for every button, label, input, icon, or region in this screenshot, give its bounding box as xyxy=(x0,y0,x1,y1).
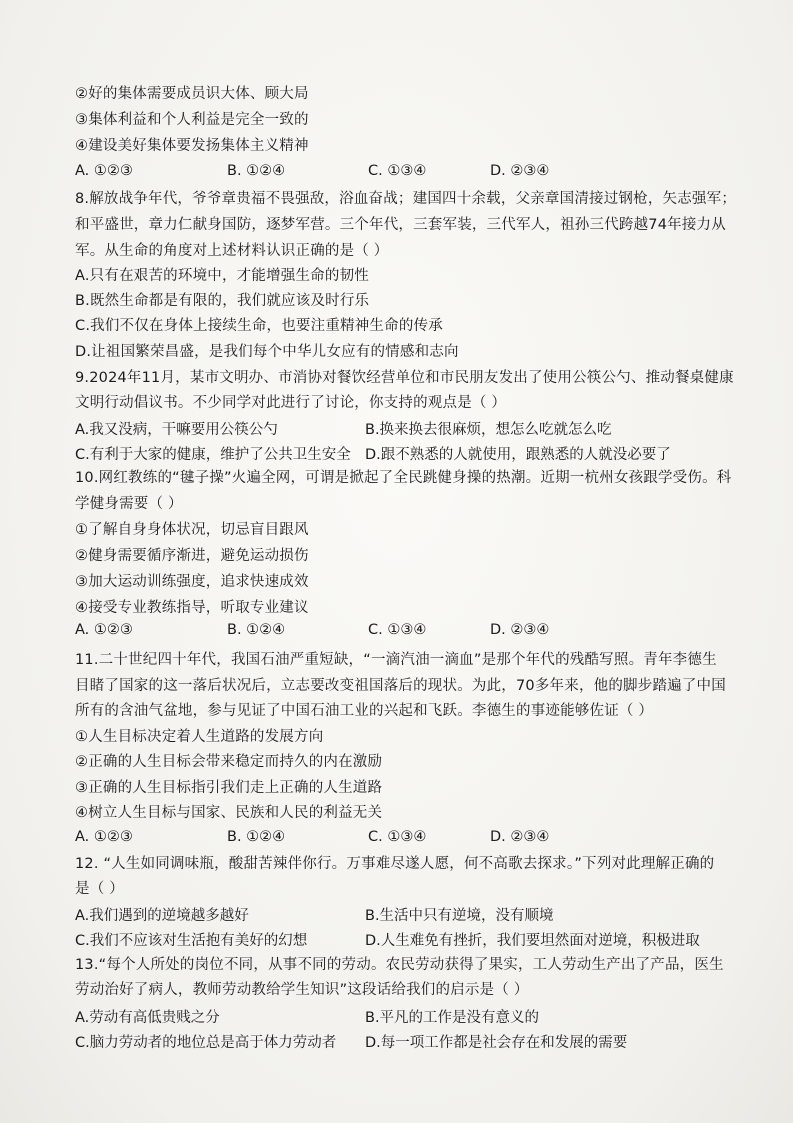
q9-options-row-2 xyxy=(75,443,715,465)
q9-stem-line-2: 文明行动倡议书。不少同学对此进行了讨论，你支持的观点是（ ） xyxy=(75,395,507,411)
q11-options xyxy=(75,829,715,851)
q11-statement-4: ④树立人生目标与国家、民族和人民的利益无关 xyxy=(75,805,383,821)
q12-option-a[interactable]: A.我们遇到的逆境越多越好 xyxy=(75,908,249,924)
q8-option-d[interactable]: D.让祖国繁荣昌盛，是我们每个中华儿女应有的情感和志向 xyxy=(75,344,459,360)
q10-stem-line-2: 学健身需要（ ） xyxy=(75,496,183,512)
q12-option-d[interactable]: D.人生难免有挫折，我们要坦然面对逆境，积极进取 xyxy=(365,933,700,949)
q10-options xyxy=(75,622,715,644)
q13-option-b[interactable]: B.平凡的工作是没有意义的 xyxy=(365,1010,540,1026)
q11-stem-line-3: 所有的含油气盆地，参与见证了中国石油工业的兴起和飞跃。李德生的事迹能够佐证（ ） xyxy=(75,703,654,719)
q7-option-a[interactable]: A. ①②③ xyxy=(75,163,133,179)
q9-stem-line-1: 9.2024年11月，某市文明办、市消协对餐饮经营单位和市民朋友发出了使用公筷公勺、推动餐桌健康 xyxy=(75,370,734,386)
q11-statement-1: ①人生目标决定着人生道路的发展方向 xyxy=(75,729,324,745)
q10-stem-line-1: 10.网红教练的“毽子操”火遍全网，可谓是掀起了全民跳健身操的热潮。近期一杭州女孩跟学受伤。科 xyxy=(75,470,732,486)
q9-options-row-1 xyxy=(75,418,715,440)
q11-stem-line-2: 目睹了国家的这一落后状况后，立志要改变祖国落后的现状。为此，70多年来，他的脚步踏遍了中国 xyxy=(75,678,726,694)
q13-option-c[interactable]: C.脑力劳动者的地位总是高于体力劳动者 xyxy=(75,1035,337,1051)
q10-statement-3: ③加大运动训练强度，追求快速成效 xyxy=(75,574,309,590)
q7-statement-4: ④建设美好集体要发扬集体主义精神 xyxy=(75,138,309,154)
q9-option-d[interactable]: D.跟不熟悉的人就使用，跟熟悉的人就没必要了 xyxy=(365,447,671,463)
q7-option-b[interactable]: B. ①②④ xyxy=(227,163,286,179)
q11-option-a[interactable]: A. ①②③ xyxy=(75,829,133,845)
q9-option-c[interactable]: C.有利于大家的健康，维护了公共卫生安全 xyxy=(75,447,351,463)
q8-option-b[interactable]: B.既然生命都是有限的，我们就应该及时行乐 xyxy=(75,293,370,309)
q11-option-c[interactable]: C. ①③④ xyxy=(368,829,427,845)
q12-stem-line-1: 12. “人生如同调味瓶，酸甜苦辣伴你行。万事难尽遂人愿，何不高歌去探求。”下列对此理解正确的 xyxy=(75,856,715,872)
q8-stem-line-2: 和平盛世，章力仁献身国防，逐梦军营。三个年代，三套军装，三代军人，祖孙三代跨越74年接力从 xyxy=(75,217,726,233)
q7-options xyxy=(75,163,715,185)
q7-option-d[interactable]: D. ②③④ xyxy=(490,163,550,179)
q13-option-d[interactable]: D.每一项工作都是社会存在和发展的需要 xyxy=(365,1035,628,1051)
q13-options-row-2 xyxy=(75,1031,715,1053)
q11-statement-2: ②正确的人生目标会带来稳定而持久的内在激励 xyxy=(75,754,383,770)
q10-option-d[interactable]: D. ②③④ xyxy=(490,622,550,638)
q12-options-row-2 xyxy=(75,929,715,951)
q7-option-c[interactable]: C. ①③④ xyxy=(368,163,427,179)
q8-stem-line-1: 8.解放战争年代，爷爷章贵福不畏强敌，浴血奋战；建国四十余载，父亲章国清接过钢枪，矢志强军； xyxy=(75,191,737,207)
q13-stem-line-2: 劳动治好了病人，教师劳动教给学生知识”这段话给我们的启示是（ ） xyxy=(75,982,529,998)
q9-option-b[interactable]: B.换来换去很麻烦，想怎么吃就怎么吃 xyxy=(365,422,612,438)
q10-statement-1: ①了解自身身体状况，切忌盲目跟风 xyxy=(75,522,309,538)
q10-option-a[interactable]: A. ①②③ xyxy=(75,622,133,638)
q13-options-row-1 xyxy=(75,1006,715,1028)
q9-option-a[interactable]: A.我又没病，干嘛要用公筷公勺 xyxy=(75,422,278,438)
q7-statement-2: ②好的集体需要成员识大体、顾大局 xyxy=(75,86,309,102)
q10-statement-4: ④接受专业教练指导，听取专业建议 xyxy=(75,600,309,616)
q12-option-b[interactable]: B.生活中只有逆境，没有顺境 xyxy=(365,908,554,924)
q11-statement-3: ③正确的人生目标指引我们走上正确的人生道路 xyxy=(75,780,383,796)
q7-statement-3: ③集体利益和个人利益是完全一致的 xyxy=(75,112,309,128)
q12-option-c[interactable]: C.我们不应该对生活抱有美好的幻想 xyxy=(75,933,308,949)
q11-option-b[interactable]: B. ①②④ xyxy=(227,829,286,845)
q13-stem-line-1: 13.“每个人所处的岗位不同，从事不同的劳动。农民劳动获得了果实，工人劳动生产出了产品，医生 xyxy=(75,957,724,973)
q10-option-b[interactable]: B. ①②④ xyxy=(227,622,286,638)
q8-stem-line-3: 军。从生命的角度对上述材料认识正确的是（ ） xyxy=(75,243,389,259)
q11-stem-line-1: 11.二十世纪四十年代，我国石油严重短缺，“一滴汽油一滴血”是那个年代的残酷写照。青年李德生 xyxy=(75,652,717,668)
q10-option-c[interactable]: C. ①③④ xyxy=(368,622,427,638)
q12-stem-line-2: 是（ ） xyxy=(75,881,124,897)
q8-option-a[interactable]: A.只有在艰苦的环境中，才能增强生命的韧性 xyxy=(75,268,369,284)
q11-option-d[interactable]: D. ②③④ xyxy=(490,829,550,845)
q10-statement-2: ②健身需要循序渐进，避免运动损伤 xyxy=(75,548,309,564)
q8-option-c[interactable]: C.我们不仅在身体上接续生命，也要注重精神生命的传承 xyxy=(75,318,443,334)
q13-option-a[interactable]: A.劳动有高低贵贱之分 xyxy=(75,1010,220,1026)
q12-options-row-1 xyxy=(75,904,715,926)
